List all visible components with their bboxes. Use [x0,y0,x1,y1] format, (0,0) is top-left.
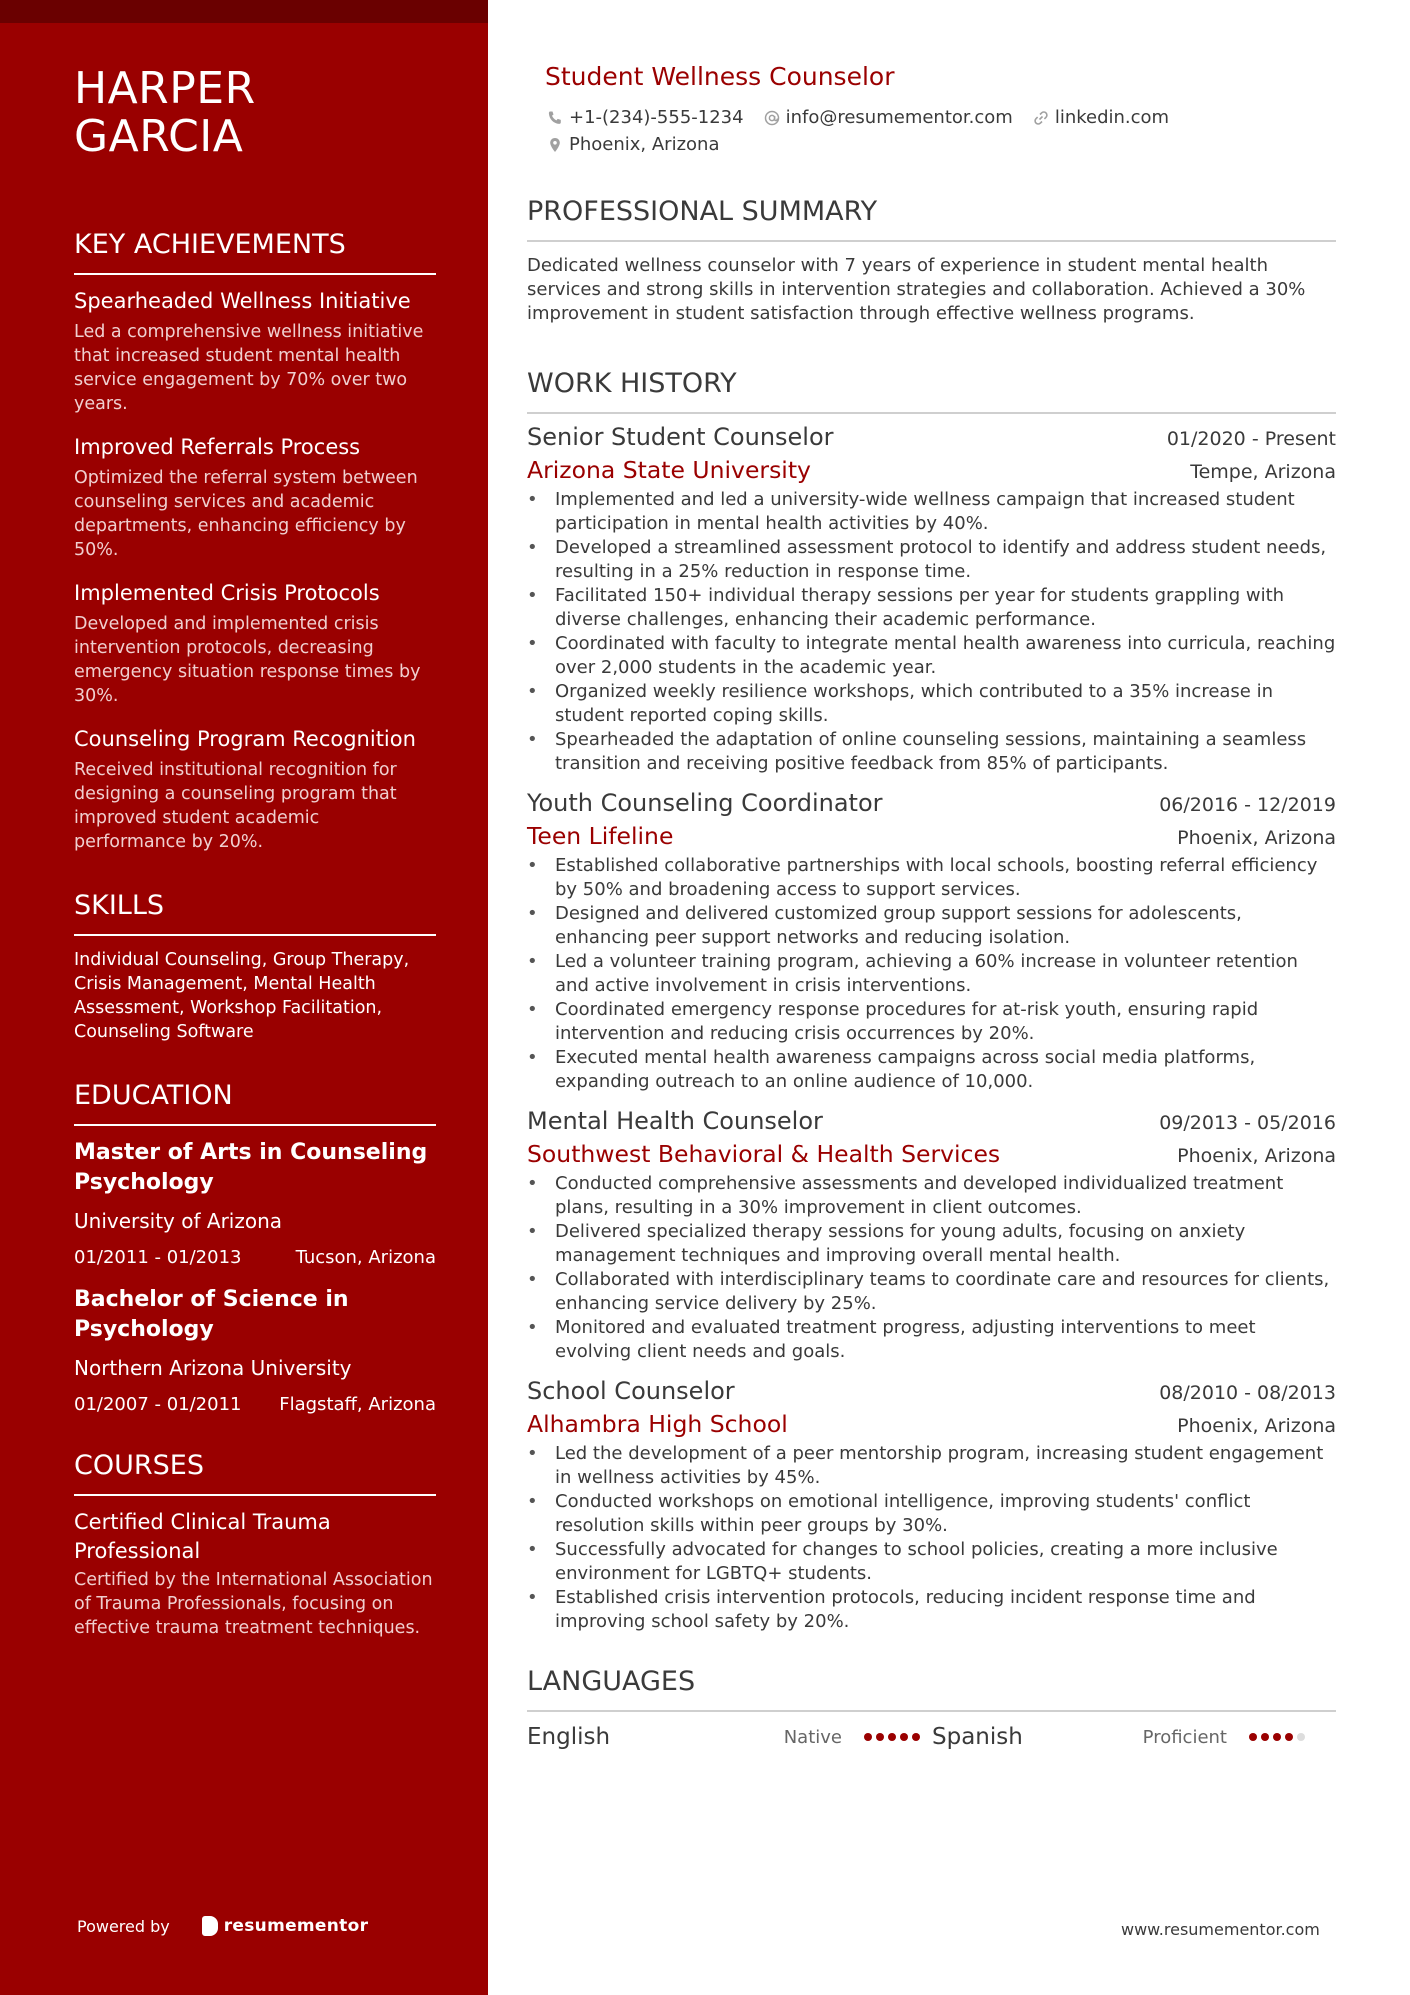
education-item [74,1285,436,1418]
job-bullet: • Implemented and led a university-wide wellness campaign that increased student participation in mental health activities by 40%. [527,488,1336,536]
contact-linkedin[interactable] [1033,104,1169,131]
job-bullet: • Facilitated 150+ individual therapy sessions per year for students grappling with diverse challenges, enhancing their academic performance. [527,584,1336,632]
job-dates: 08/2010 - 08/2013 [1159,1382,1336,1404]
resumementor-logo-icon [202,1916,218,1936]
job-bullet: • Monitored and evaluated treatment progress, adjusting interventions to meet evolving client needs and goals. [527,1316,1336,1364]
education-school: University of Arizona [74,1209,283,1233]
languages-section [527,1664,1336,1750]
work-history-section [527,366,1336,1634]
courses-heading: COURSES [74,1448,436,1496]
work-history-heading: WORK HISTORY [527,366,1336,414]
phone-text: +1-(234)-555-1234 [569,107,744,128]
achievement-item [74,579,436,708]
job-bullet: • Led the development of a peer mentorship program, increasing student engagement in wellness activities by 45%. [527,1442,1336,1490]
job-bullets [527,854,1336,1094]
achievement-title: Improved Referrals Process [74,435,361,459]
job-bullet: • Collaborated with interdisciplinary teams to coordinate care and resources for clients, enhancing service delivery by 25%. [527,1268,1336,1316]
education-location: Tucson, Arizona [295,1247,436,1268]
job-entry [527,1374,1336,1634]
powered-by [77,1916,368,1936]
course-title: Certified Clinical Trauma Professional [74,1510,331,1563]
location-text: Phoenix, Arizona [569,134,720,155]
job-bullets [527,488,1336,776]
job-bullet: • Coordinated emergency response procedures for at-risk youth, ensuring rapid intervention and reducing crisis occurrences by 20%. [527,998,1336,1046]
candidate-name [74,65,436,161]
achievement-item [74,287,436,416]
rating-dot-filled [1273,1733,1281,1741]
job-bullet: • Spearheaded the adaptation of online counseling sessions, maintaining a seamless transition and receiving positive feedback from 85% of participants. [527,728,1336,776]
job-bullets [527,1442,1336,1634]
job-entry [527,1104,1336,1364]
job-role: School Counselor [527,1377,735,1405]
achievements-section [74,227,436,854]
email-text: info@resumementor.com [785,107,1013,128]
rating-dot-empty [1297,1733,1305,1741]
sidebar-top-bar [0,0,488,23]
achievement-item [74,433,436,562]
job-location: Phoenix, Arizona [1177,1145,1336,1167]
job-bullet: • Successfully advocated for changes to school policies, creating a more inclusive environment for LGBTQ+ students. [527,1538,1336,1586]
language-name: English [527,1724,611,1750]
powered-by-label: Powered by [77,1916,170,1936]
achievement-title: Spearheaded Wellness Initiative [74,289,411,313]
course-desc: Certified by the International Association of Trauma Professionals, focusing on effective trauma treatment techniques. [74,1570,433,1638]
name-line-first: HARPER [74,63,256,114]
job-entry [527,786,1336,1094]
rating-dot-filled [876,1733,884,1741]
language-rating [1249,1733,1305,1741]
education-item [74,1138,436,1271]
contact-phone[interactable] [547,104,744,131]
rating-dot-filled [912,1733,920,1741]
language-rating [864,1733,920,1741]
achievement-desc: Developed and implemented crisis intervention protocols, decreasing emergency situation response times by 30%. [74,614,421,706]
achievement-item [74,725,436,854]
job-role: Youth Counseling Coordinator [527,789,883,817]
language-level: Proficient [1142,1726,1227,1748]
job-location: Tempe, Arizona [1190,461,1336,483]
job-role: Mental Health Counselor [527,1107,823,1135]
achievement-desc: Optimized the referral system between counseling services and academic departments, enhancing efficiency by 50%. [74,468,418,560]
phone-icon [547,110,563,126]
achievement-title: Implemented Crisis Protocols [74,581,380,605]
job-bullet: • Organized weekly resilience workshops, which contributed to a 35% increase in student reported coping skills. [527,680,1336,728]
job-company: Teen Lifeline [527,822,674,850]
language-name: Spanish [932,1724,1023,1750]
achievements-heading: KEY ACHIEVEMENTS [74,227,436,275]
contact-location [547,131,719,158]
location-pin-icon [547,137,563,153]
job-bullet: • Established crisis intervention protocols, reducing incident response time and improving school safety by 20%. [527,1586,1336,1634]
achievement-desc: Received institutional recognition for designing a counseling program that improved student academic performance by 20%. [74,760,397,852]
skills-list: Individual Counseling, Group Therapy, Crisis Management, Mental Health Assessment, Workshop Facilitation, Counseling Software [74,950,410,1042]
education-degree: Master of Arts in Counseling Psychology [74,1140,428,1195]
job-bullet: • Conducted workshops on emotional intelligence, improving students' conflict resolution skills within peer groups by 30%. [527,1490,1336,1538]
rating-dot-filled [1285,1733,1293,1741]
link-icon [1033,110,1049,126]
job-company: Arizona State University [527,456,811,484]
education-dates: 01/2007 - 01/2011 [74,1394,242,1415]
rating-dot-filled [1261,1733,1269,1741]
job-bullet: • Delivered specialized therapy sessions for young adults, focusing on anxiety management techniques and improving overall mental health. [527,1220,1336,1268]
achievement-desc: Led a comprehensive wellness initiative that increased student mental health service engagement by 70% over two years. [74,322,424,414]
education-school: Northern Arizona University [74,1356,352,1380]
education-dates: 01/2011 - 01/2013 [74,1247,242,1268]
contact-info [547,104,1336,158]
job-bullet: • Designed and delivered customized group support sessions for adolescents, enhancing peer support networks and reducing isolation. [527,902,1336,950]
course-item [74,1508,436,1640]
language-item [527,1724,932,1750]
job-bullet: • Executed mental health awareness campaigns across social media platforms, expanding outreach to an online audience of 10,000. [527,1046,1336,1094]
job-dates: 01/2020 - Present [1166,428,1336,450]
summary-text: Dedicated wellness counselor with 7 years of experience in student mental health services and strong skills in intervention strategies and collaboration. Achieved a 30% improvement in student satisfaction through effective wellness programs. [527,255,1306,324]
contact-email[interactable] [764,104,1013,131]
skills-section [74,888,436,1044]
job-company: Southwest Behavioral & Health Services [527,1140,1001,1168]
skills-heading: SKILLS [74,888,436,936]
linkedin-text: linkedin.com [1054,107,1170,128]
job-dates: 09/2013 - 05/2016 [1159,1112,1336,1134]
education-section [74,1078,436,1418]
job-location: Phoenix, Arizona [1177,1415,1336,1437]
headline: Student Wellness Counselor [545,62,895,91]
summary-heading: PROFESSIONAL SUMMARY [527,194,1336,242]
main-content [527,60,1336,1750]
languages-heading: LANGUAGES [527,1664,1336,1712]
courses-section [74,1448,436,1640]
job-bullet: • Developed a streamlined assessment protocol to identify and address student needs, resulting in a 25% reduction in response time. [527,536,1336,584]
education-heading: EDUCATION [74,1078,436,1126]
name-line-last: GARCIA [74,111,244,162]
job-bullet: • Led a volunteer training program, achieving a 60% increase in volunteer retention and active involvement in crisis interventions. [527,950,1336,998]
job-bullet: • Conducted comprehensive assessments and developed individualized treatment plans, resulting in a 30% improvement in client outcomes. [527,1172,1336,1220]
footer-website[interactable]: www.resumementor.com [1121,1920,1320,1939]
education-degree: Bachelor of Science in Psychology [74,1287,349,1342]
summary-section [527,194,1336,326]
language-item [932,1724,1312,1750]
achievement-title: Counseling Program Recognition [74,727,416,751]
rating-dot-filled [888,1733,896,1741]
job-company: Alhambra High School [527,1410,788,1438]
job-entry [527,420,1336,776]
education-location: Flagstaff, Arizona [279,1394,436,1415]
rating-dot-filled [1249,1733,1257,1741]
brand-logo[interactable] [202,1916,369,1936]
job-bullet: • Established collaborative partnerships with local schools, boosting referral efficiency by 50% and broadening access to support services. [527,854,1336,902]
job-dates: 06/2016 - 12/2019 [1159,794,1336,816]
rating-dot-filled [900,1733,908,1741]
rating-dot-filled [864,1733,872,1741]
job-bullet: • Coordinated with faculty to integrate mental health awareness into curricula, reaching over 2,000 students in the academic year. [527,632,1336,680]
at-icon [764,110,780,126]
language-level: Native [783,1726,842,1748]
job-role: Senior Student Counselor [527,423,834,451]
job-bullets [527,1172,1336,1364]
job-location: Phoenix, Arizona [1177,827,1336,849]
sidebar [0,0,488,1995]
brand-name: resumementor [223,1916,369,1936]
